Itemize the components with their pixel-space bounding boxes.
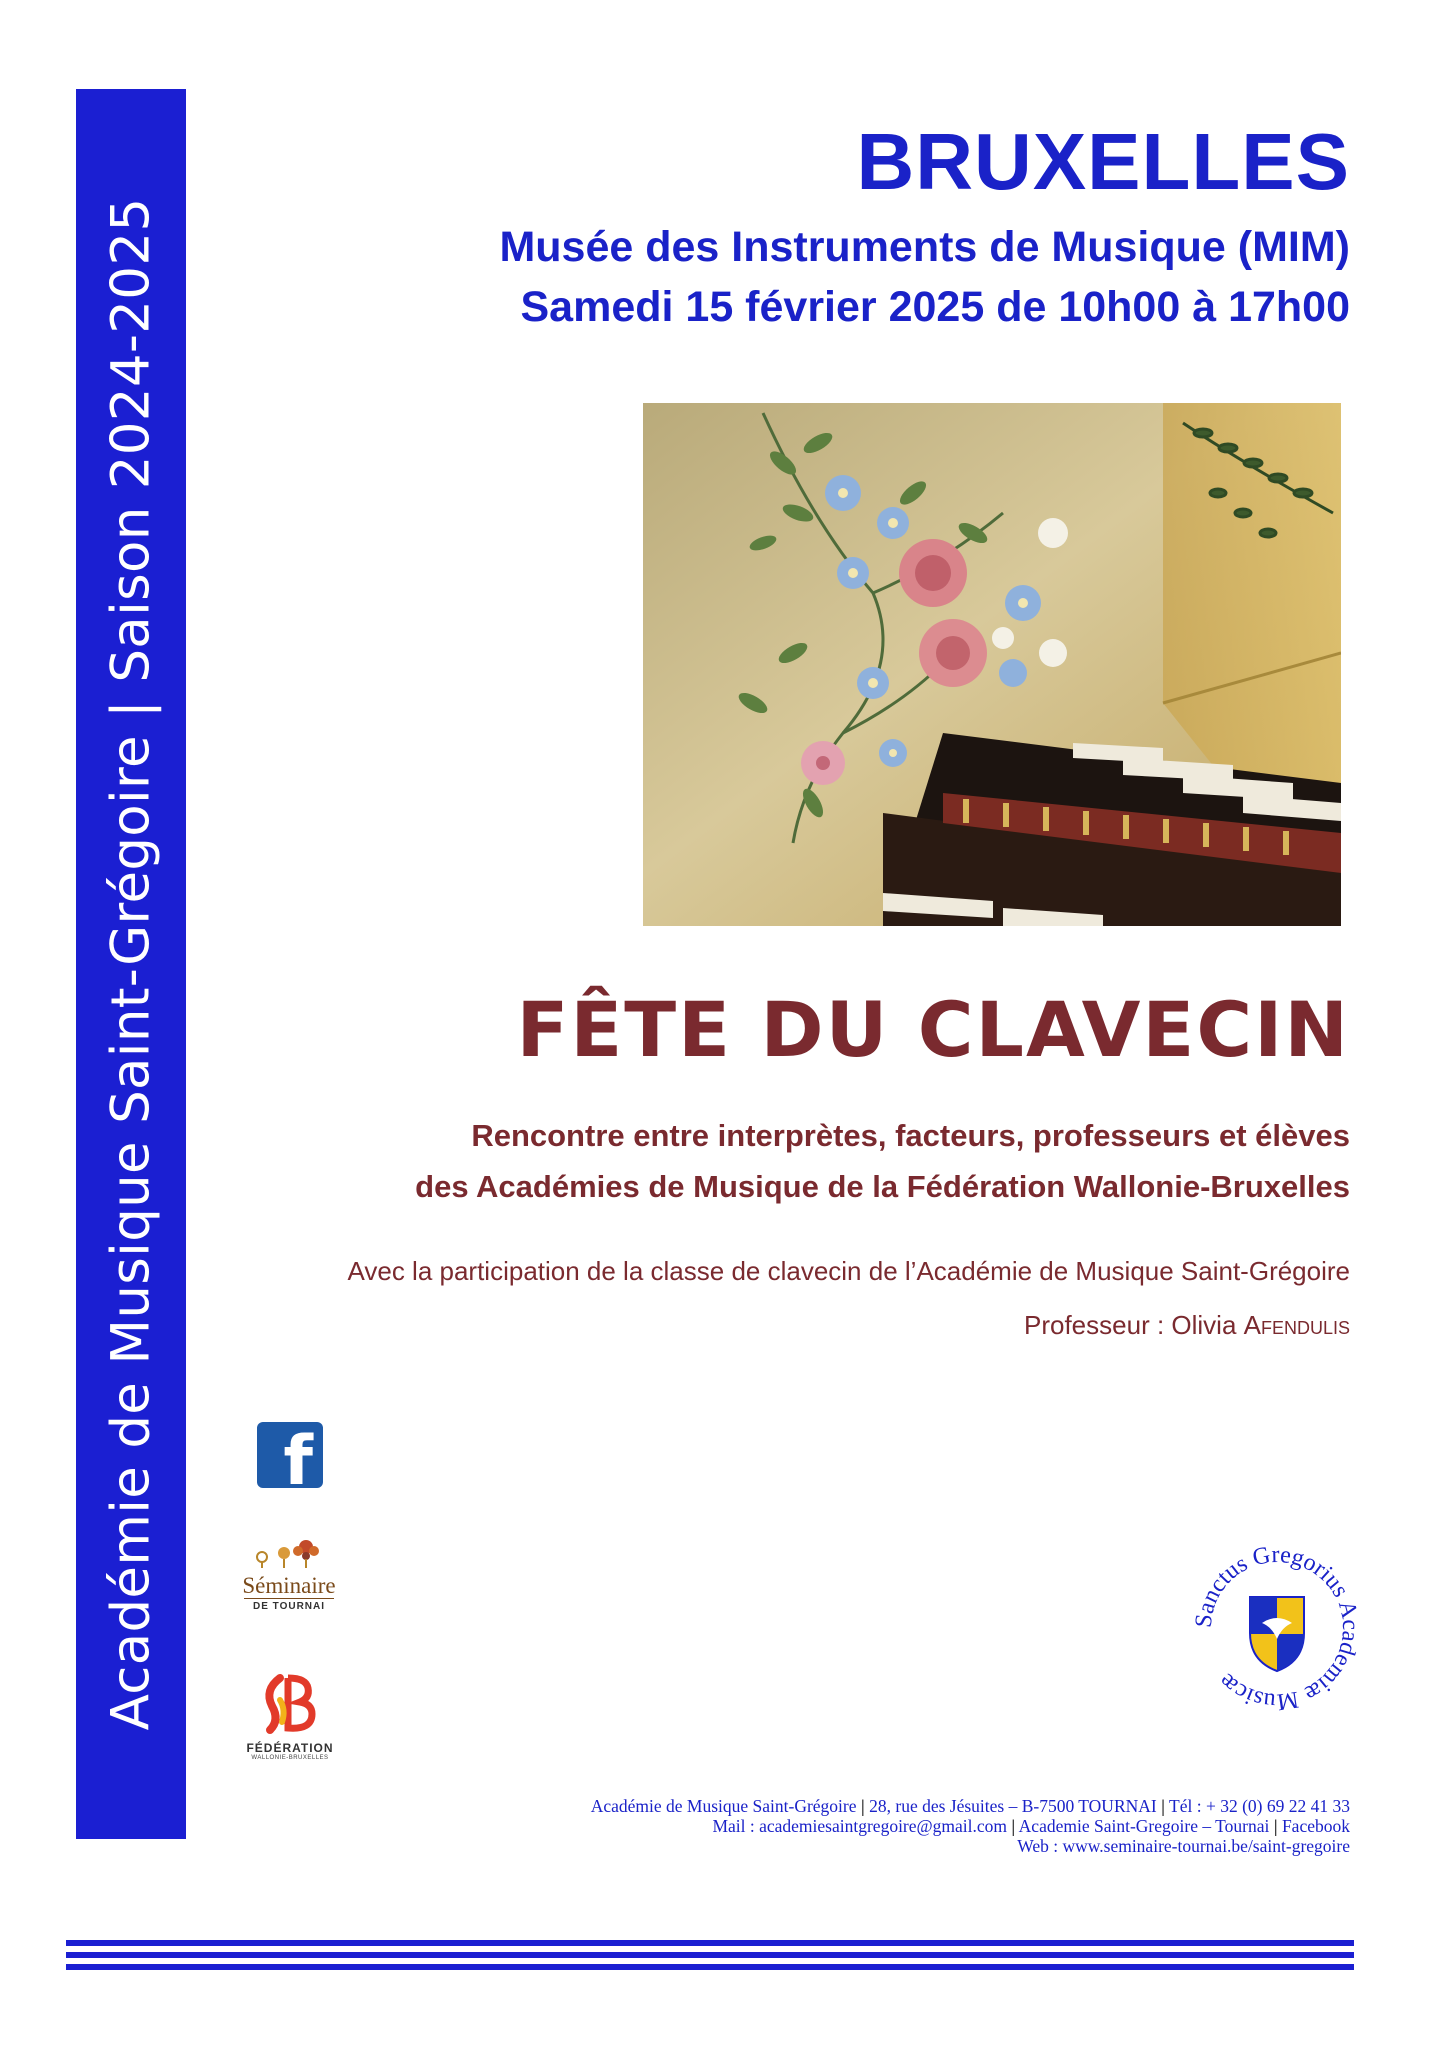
academy-seal-logo [1184,1535,1370,1721]
seminaire-city: DE TOURNAI [244,1598,334,1612]
rule-line [66,1952,1354,1958]
footer-separator: | [860,1796,865,1816]
footer-facebook-page[interactable]: Academie Saint-Gregoire – Tournai [1018,1816,1270,1836]
event-subtitle [415,1110,1350,1212]
event-date: Samedi 15 février 2025 de 10h00 à 17h00 [520,283,1350,331]
footer-separator: | [1161,1796,1165,1816]
rule-line [66,1940,1354,1946]
federation-subtitle: WALLONIE-BRUXELLES [251,1755,329,1761]
facebook-letter: f [283,1422,313,1488]
footer-separator: | [1273,1816,1278,1836]
participation-note: Avec la participation de la classe de clavecin de l’Académie de Musique Saint-Grégoire [347,1256,1350,1286]
bottom-decorative-rules [66,1940,1354,1976]
harpsichord-photo [643,403,1341,926]
federation-wallonie-bruxelles-logo [238,1670,342,1761]
teacher-surname: Afendulis [1243,1310,1350,1340]
seminaire-name: Séminaire [242,1573,336,1598]
footer-separator: | [1011,1816,1016,1836]
footer-line-2 [591,1816,1350,1836]
rule-line [66,1964,1354,1970]
vertical-sidebar-banner [76,89,186,1839]
city-title: BRUXELLES [856,117,1350,206]
footer-facebook-link[interactable]: Facebook [1281,1816,1350,1836]
teacher-label: Professeur : Olivia [1024,1310,1244,1340]
fwb-emblem-icon [250,1670,330,1736]
contact-footer [591,1796,1350,1856]
seminaire-flowers-icon [234,1535,344,1569]
subtitle-line-1: Rencontre entre interprètes, facteurs, professeurs et élèves [471,1118,1350,1153]
footer-academy: Académie de Musique Saint-Grégoire [590,1796,857,1816]
event-header [499,115,1350,337]
event-title: FÊTE DU CLAVECIN [516,985,1350,1074]
footer-address: 28, rue des Jésuites – B-7500 TOURNAI [869,1796,1157,1816]
seal-text: Sanctus Gregorius Academiæ Musicæ [1190,1541,1364,1715]
venue-name: Musée des Instruments de Musique (MIM) [499,223,1350,271]
footer-web-link[interactable]: Web : www.seminaire-tournai.be/saint-gregoire [1017,1836,1350,1856]
footer-phone: Tél : + 32 (0) 69 22 41 33 [1169,1796,1350,1816]
sidebar-title: Académie de Musique Saint-Grégoire | Saison 2024-2025 [100,197,162,1731]
footer-mail-link[interactable]: Mail : academiesaintgregoire@gmail.com [712,1816,1008,1836]
teacher-credit [1024,1304,1350,1346]
federation-name: FÉDÉRATION [246,1741,334,1755]
facebook-icon[interactable] [257,1422,323,1488]
subtitle-line-2: des Académies de Musique de la Fédération Wallonie-Bruxelles [415,1169,1350,1204]
footer-line-1 [591,1796,1350,1816]
seminaire-tournai-logo [234,1535,344,1612]
